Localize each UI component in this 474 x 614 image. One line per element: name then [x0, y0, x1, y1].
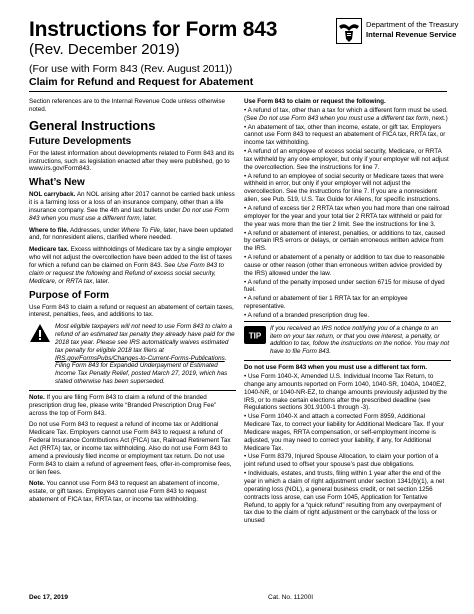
right-column	[244, 98, 451, 526]
bullet-abatement: • An abatement of tax, other than income, estate, or gift tax. Employers cannot use Form 843 to request an abatement of FICA tax, RRTA tax, or income tax withholding.	[244, 123, 446, 147]
note-2-text: You cannot use Form 843 to request an abatement of income, estate, or gift taxes. Employers cannot use Form 843 to request abatement of FICA tax, RRTA tax, or income tax withholding.	[29, 480, 220, 504]
medicare-tail: , later.	[92, 277, 110, 285]
irs-eagle-logo-icon	[336, 18, 362, 44]
tip-icon	[244, 325, 266, 345]
agency-block	[336, 16, 459, 50]
bullet-tier2: • A refund of excess tier 2 RRTA tax when you had more than one railroad employer for the year and your total tier 2 RRTA tax withheld or paid for the year was more than the tier 2 limit. See the instructions for line 3.	[244, 204, 450, 228]
tip-text: If you received an IRS notice notifying you of a change to an item on your tax return, or that you owe interest, a penalty, or addition to tax, follow the instructions on the notice. You may not have to file Form 843.	[270, 324, 450, 356]
caution-note	[29, 323, 236, 386]
footer-catalog-number: Cat. No. 11200I	[268, 594, 314, 601]
nol-italic: Do not use Form 843 when you must use a different form,	[29, 206, 230, 222]
use-form-heading: Use Form 843 to claim or request the following.	[244, 98, 386, 105]
medicare-text: Excess withholdings of Medicare tax by a single employer who will not adjust the overcollection have been added to the list of taxes for which a refund can be claimed on Form 843. See	[29, 246, 233, 269]
caution-text	[55, 323, 236, 386]
bullet-1045: • Individuals, estates, and trusts, filing within 1 year after the end of the year in which a claim of right adjustment under section 1341(b)(1), a net operating loss (NOL), a general business credit, or net section 1256 contracts loss arose, can use Form 1045, Application for Tentative Refund, to apply for a “quick refund” resulting from any overpayment of tax due to the claim of right adjustment or the carryback of the loss or unused	[244, 470, 445, 525]
bullet-1040x: • Use Form 1040-X, Amended U.S. Individual Income Tax Return, to change any amounts reported on Form 1040, 1040-SR, 1040A, 1040EZ, 1040-NR, or 1040-NR-EZ, to change amounts previously adjusted by the IRS, or to make certain elections after the prescribed deadline (see Regulations sections 301.9100-1 through -3).	[244, 373, 448, 412]
bullet-1-italic: Do not use Form 843 when you must use a different tax form	[259, 114, 429, 122]
svg-text:TIP: TIP	[248, 331, 262, 341]
bullet-withheld-in-error: • A refund to an employee of social security or Medicare taxes that were withheld in error, but only if your employer will not adjust the overcollection. See the instructions for line 7. If you are a nonresident alien, see Pub. 519, U.S. Tax Guide for Aliens, for specific instructions.	[244, 172, 444, 204]
revision-date: (Rev. December 2019)	[29, 41, 180, 58]
nol-text: An NOL arising after 2017 cannot be carried back unless it is a farming loss or a loss of an insurance company, other than a life insurance company. See the 4th and last bullets under	[29, 191, 235, 214]
where-lead: Where to file.	[29, 226, 69, 234]
bullet-interest: • A refund or abatement of interest, penalties, or additions to tax, caused by certain IRS errors or delays, or certain erroneous written advice from the IRS.	[244, 229, 446, 253]
where-tail: , later, have been updated and, for nonresident aliens, clarified where needed.	[29, 226, 233, 242]
caution-text-b: . Filing Form 843 for Expanded Underpayment of Estimated Income Tax Penalty Relief, posted March 27, 2019, which has stated otherwise has been superseded.	[55, 354, 228, 386]
whats-new-heading: What’s New	[29, 177, 85, 189]
bullet-drug-fee: • A refund of a branded prescription drug fee.	[244, 311, 370, 319]
bullet-1-text: • A refund of tax, other than a tax for which a different form must be used. (See	[244, 106, 448, 122]
caution-divider	[29, 390, 236, 391]
header-divider	[29, 91, 447, 92]
future-developments-text: For the latest information about developments related to Form 843 and its instructions, such as legislation enacted after they were published, go to www.irs.gov/Form843.	[29, 149, 235, 173]
note-1	[29, 394, 236, 418]
where-to-file-paragraph	[29, 227, 236, 243]
tip-bottom-divider	[244, 360, 451, 361]
medicare-italic: Use Form 843 to claim or request the following	[29, 261, 224, 277]
medicare-mid: and	[110, 269, 125, 277]
bullet-8379: • Use Form 8379, Injured Spouse Allocation, to claim your portion of a joint refund used to offset your spouse’s past due obligations.	[244, 453, 439, 469]
department-name: Department of the Treasury	[366, 20, 459, 29]
bullet-penalty: • A refund or abatement of a penalty or addition to tax due to reasonable cause or other reason (other than erroneous written advice provided by the IRS) allowed under the law.	[244, 254, 445, 277]
future-developments-heading: Future Developments	[29, 135, 132, 147]
note-1-text: If you are filing Form 843 to claim a refund of the branded prescription drug fee, please write “Branded Prescription Drug Fee” across the top of Form 843.	[29, 393, 217, 417]
document-title: Instructions for Form 843	[29, 18, 278, 41]
medicare-lead: Medicare tax.	[29, 246, 69, 254]
nol-tail: later.	[141, 214, 157, 222]
tip-top-divider	[244, 321, 451, 322]
where-italic: Where To File	[121, 226, 161, 234]
where-text: Addresses, under	[68, 226, 122, 234]
note-2	[29, 480, 236, 504]
tip-note	[244, 325, 451, 356]
bullet-dyed-fuel: • A refund of the penalty imposed under section 6715 for misuse of dyed fuel.	[244, 278, 445, 294]
bullet-tier1: • A refund or abatement of tier 1 RRTA tax for an employee representative.	[244, 295, 408, 311]
bullet-8959: • Use Form 1040-X and attach a corrected Form 8959, Additional Medicare Tax, to correct your liability for Additional Medicare Tax. If your Medicare wages, RRTA compensation, or self-employment income is adjusted, you may need to correct your liability, if any, for Additional Medicare Tax.	[244, 413, 444, 452]
footer-date: Dec 17, 2019	[29, 594, 69, 601]
do-not-paragraph: Do not use Form 843 to request a refund of income tax or Additional Medicare Tax. Employers cannot use Form 843 to request a refund of Federal Insurance Contributions Act (FICA) tax, Railroad Retirement Tax Act (RRTA) tax, or income tax withholding. Also do not use Form 843 to amend a previously filed income or employment tax return. Do not use Form 843 to claim a refund of agreement fees, offer-in-compromise fees, or lien fees.	[29, 421, 232, 476]
agency-name: Internal Revenue Service	[366, 30, 457, 39]
form-version-note: (For use with Form 843 (Rev. August 2011))	[29, 63, 233, 75]
do-not-use-heading: Do not use Form 843 when you must use a different tax form.	[244, 364, 427, 372]
bullet-excess-tax: • A refund of an employee of excess social security, Medicare, or RRTA tax withheld by any one employer, but only if your employer will not adjust the overcollection. See the instructions for line 7.	[244, 148, 449, 171]
nol-paragraph	[29, 191, 236, 222]
claim-subtitle: Claim for Refund and Request for Abatement	[29, 76, 254, 88]
intro-text: Section references are to the Internal Revenue Code unless otherwise noted.	[29, 98, 226, 113]
note-2-lead: Note.	[29, 480, 45, 488]
bullet-refund-of-tax	[244, 107, 451, 123]
nol-lead: NOL carryback.	[29, 191, 76, 199]
purpose-text: Use Form 843 to claim a refund or request an abatement of certain taxes, interest, penalties, fees, and additions to tax.	[29, 303, 234, 319]
bullet-1-tail: , next.)	[428, 114, 448, 122]
left-column	[29, 98, 236, 508]
caution-triangle-icon	[29, 323, 51, 343]
caution-link[interactable]: IRS.gov/FormsPubs/Changes-to-Current-Forms-Publications	[55, 354, 225, 362]
note-1-lead: Note.	[29, 393, 45, 401]
general-instructions-heading: General Instructions	[29, 117, 156, 133]
caution-text-a: Most eligible taxpayers will not need to use Form 843 to claim a refund of an estimated tax penalty they already have paid for the 2018 tax year. Please see IRS automatically waives estimated tax penalty for eligible 2018 tax filers at	[55, 323, 235, 354]
medicare-italic-2: Refund of excess social security, Medicare, or RRTA tax	[29, 269, 216, 285]
purpose-heading: Purpose of Form	[29, 289, 110, 301]
medicare-paragraph	[29, 246, 236, 285]
